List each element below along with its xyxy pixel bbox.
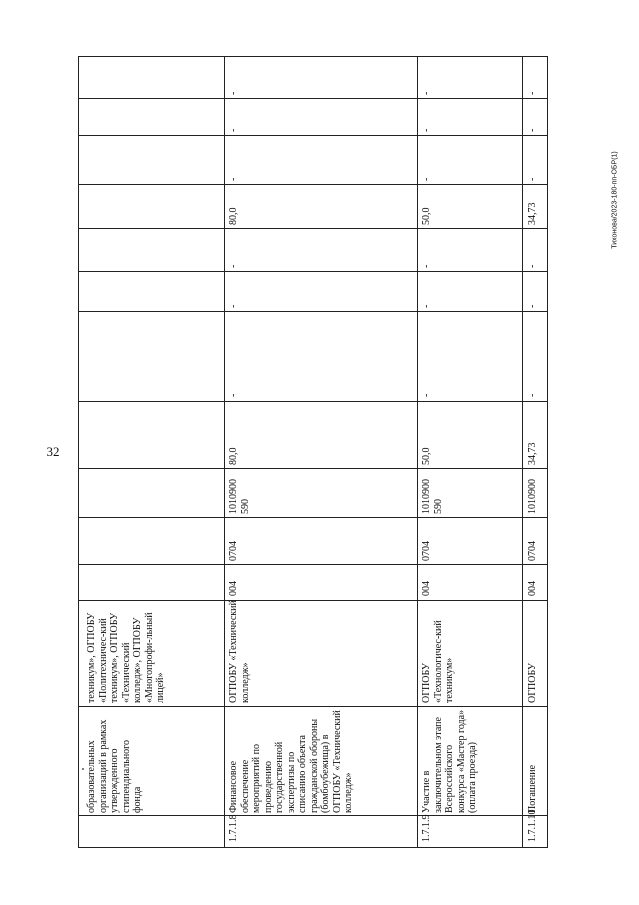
row1-number: 1.7.1.8 [228,814,239,842]
row1-value: - [228,304,239,308]
row1-value: 80,0 [228,207,239,225]
column-divider [78,184,548,185]
table-border-top [78,56,548,57]
row2-value: - [421,393,432,397]
row1-name: Финансовое обеспечение мероприятий по проведению государственной экспертизы по списанию объекта гражданской обороны (бомбоубежища) в ОГПОБУ «Технический колледж» [228,710,354,813]
row1-section: 0704 [228,541,239,561]
row3-target-article: 1010900 [527,479,538,514]
row1-value: - [228,177,239,181]
row3-grbs: 004 [527,581,538,596]
row3-section: 0704 [527,541,538,561]
row0-name: образовательных организаций в рамках утвержденного стипендиального фонда [86,719,143,813]
row2-executor: ОГПОБУ «Технологичес-кий техникум» [421,620,455,703]
column-divider [78,564,548,565]
document-code: Тихонова/2023-180-пп-ОБР(1) [611,151,619,249]
row2-value: 50,0 [421,207,432,225]
row3-total: 34,73 [527,442,538,465]
table-border-left [78,56,79,848]
row1-grbs: 004 [228,581,239,596]
row1-target-article: 1010900 590 [228,479,251,514]
column-divider [78,815,548,816]
row3-name: Погашение [527,764,538,813]
row2-value: - [421,264,432,268]
row3-value: - [527,91,538,95]
row0-executor: техникум», ОГПОБУ «Политехничес-кий техникум», ОГПОБУ «Технический колледж», ОГПОБУ «Многопрофи-льный лицей» [86,612,166,703]
column-divider [78,135,548,136]
row1-value: - [228,128,239,132]
row1-value: - [228,393,239,397]
row2-value: - [421,177,432,181]
row2-value: - [421,304,432,308]
column-divider [78,468,548,469]
row2-total: 50,0 [421,447,432,465]
row1-value: - [228,91,239,95]
row-divider [522,56,523,848]
row2-value: - [421,91,432,95]
column-divider [78,98,548,99]
row2-target-article: 1010900 590 [421,479,444,514]
table-border-bottom [78,847,548,848]
row2-name: Участие в заключительном этапе Всероссийского конкурса «Мастер года» (оплата проезда) [421,709,478,813]
row2-value: - [421,128,432,132]
row3-value: - [527,393,538,397]
column-divider [78,401,548,402]
column-divider [78,228,548,229]
row2-grbs: 004 [421,581,432,596]
row-divider [224,56,225,848]
row3-value: - [527,264,538,268]
column-divider [78,311,548,312]
row2-section: 0704 [421,541,432,561]
column-divider [78,517,548,518]
row3-value: - [527,128,538,132]
row-divider [417,56,418,848]
row3-number: 1.7.1.10 [527,809,538,842]
row1-total: 80,0 [228,447,239,465]
row2-number: 1.7.1.9 [421,814,432,842]
table-border-right [547,56,548,848]
row1-value: - [228,264,239,268]
budget-table [78,56,548,848]
row3-executor: ОГПОБУ [527,663,538,703]
row1-executor: ОГПОБУ «Технический колледж» [228,600,251,703]
page-number: 32 [46,444,60,459]
row3-value: - [527,304,538,308]
column-divider [78,271,548,272]
row3-value: - [527,177,538,181]
row3-value: 34,73 [527,202,538,225]
